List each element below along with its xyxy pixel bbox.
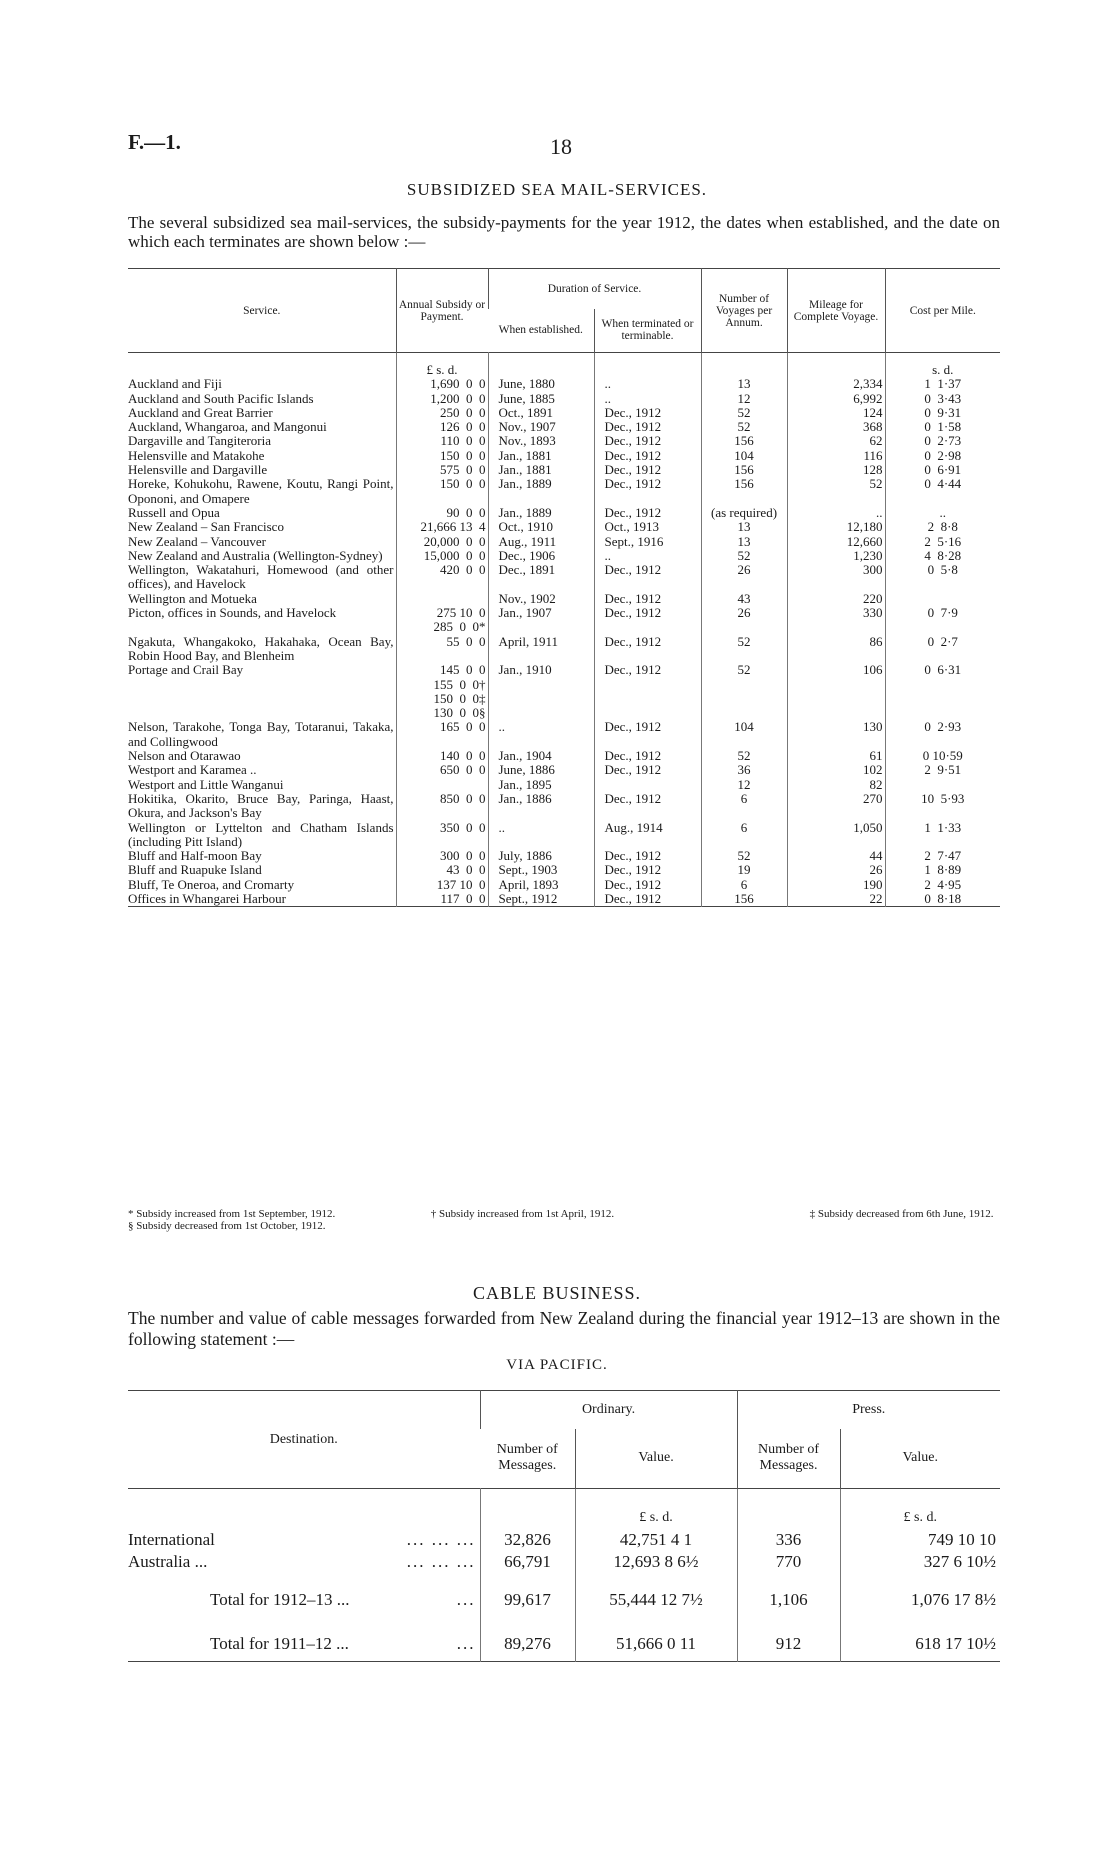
service-cell: Horeke, Kohukohu, Rawene, Koutu, Rangi Point, Opononi, and Omapere [128,476,394,506]
terminated-cell: Dec., 1912 [594,863,701,877]
established-cell: Jan., 1907 [488,606,594,635]
cable-section-title: CABLE BUSINESS. [472,1283,642,1303]
mail-service-row [128,563,1000,592]
subsidy-cell: 420 0 0 [396,563,488,592]
subsidy-cell: 850 0 0 [396,792,488,821]
mileage-cell: 330 [787,606,885,635]
service-cell: Ngakuta, Whangakoko, Hakahaka, Ocean Bay, Robin Hood Bay, and Blenheim [128,633,394,663]
mail-service-row [128,849,1000,863]
col-cost-header: Cost per Mile. [885,269,1000,353]
mail-service-row [128,635,1000,664]
terminated-cell: Dec., 1912 [594,749,701,763]
mail-footnotes [128,1208,1000,1232]
cable-destination-header: Destination. [269,1431,338,1447]
footnote-d: § Subsidy decreased from 1st October, 1912. [128,1220,326,1232]
mileage-cell: 12,180 [787,520,885,534]
subsidy-cell: 20,000 0 0 [396,535,488,549]
cost-cell: 2 7·47 [885,849,1000,863]
cable-units-row [128,1489,1000,1530]
voyages-cell: 36 12 [701,763,787,792]
service-cell: New Zealand and Australia (Wellington-Sydney) [128,547,383,563]
mileage-cell: 6,992 [787,392,885,406]
col-terminated-header: When terminated or terminable. [594,309,701,353]
mileage-cell: 124 [787,406,885,420]
voyages-cell: 104 [701,449,787,463]
subsidy-cell: 1,200 0 0 [396,392,488,406]
col-mileage-header: Mileage for Complete Voyage. [787,269,885,353]
cost-cell: 0 4·44 [885,477,1000,506]
cost-cell: 2 9·51 [885,763,1000,792]
subsidy-cell [396,592,488,606]
subsidy-cell: 55 0 0 [396,635,488,664]
cost-cell: 4 8·28 [885,549,1000,563]
cable-table-wrapper [128,1390,1000,1662]
voyages-cell: 156 [701,892,787,907]
mail-service-row [128,821,1000,850]
subsidy-cell: 165 0 0 [396,720,488,749]
established-cell: .. [488,821,594,850]
established-cell: Nov., 1893 [488,434,594,448]
mileage-cell: 44 [787,849,885,863]
terminated-cell: Dec., 1912 [594,449,701,463]
subsidy-cell: 137 10 0 [396,878,488,892]
terminated-cell: Oct., 1913 [594,520,701,534]
established-cell: Jan., 1910 [488,663,594,720]
cable-press-number: 770 [737,1551,840,1573]
voyages-cell: 12 [701,392,787,406]
mileage-cell: 52 [787,477,885,506]
cost-cell: 0 2·7 [885,635,1000,664]
terminated-cell: Dec., 1912 [594,463,701,477]
cost-cell: 0 10·59 [885,749,1000,763]
cost-cell: 0 9·31 [885,406,1000,420]
service-cell: Bluff and Ruapuke Island [128,862,262,878]
voyages-cell: 6 [701,878,787,892]
service-cell: Nelson, Tarakohe, Tonga Bay, Totaranui, Takaka, and Collingwood [128,719,394,749]
cable-press-value: 327 6 10½ [840,1551,1000,1573]
service-cell: Hokitika, Okarito, Bruce Bay, Paringa, Haast, Okura, and Jackson's Bay [128,790,394,821]
voyages-cell: 52 [701,849,787,863]
terminated-cell: Dec., 1912 [594,477,701,506]
terminated-cell: Dec., 1912 [594,592,701,606]
voyages-cell: 43 [701,592,787,606]
mileage-cell: 270 [787,792,885,821]
footnote-c: ‡ Subsidy decreased from 6th June, 1912. [809,1208,994,1220]
mail-services-table [128,268,1000,907]
service-cell: Bluff and Half-moon Bay [128,848,262,864]
voyages-cell: 26 [701,606,787,635]
mileage-cell: 26 [787,863,885,877]
cost-cell: 0 1·58 [885,420,1000,434]
cable-ordinary-number: 66,791 [480,1551,575,1573]
subsidy-cell: 250 0 0 [396,406,488,420]
mileage-cell: 106 [787,663,885,720]
cable-total-press-value: 618 17 10½ [840,1617,1000,1662]
mileage-cell: 300 [787,563,885,592]
service-cell: Wellington and Motueka [128,590,257,606]
terminated-cell: Dec., 1912 [594,606,701,635]
col-subsidy-header: Annual Subsidy or Payment. [396,269,488,353]
col-established-header: When established. [498,324,583,337]
subsidy-cell: 150 0 0 [396,449,488,463]
footnote-b: † Subsidy increased from 1st April, 1912. [430,1208,615,1220]
cable-row [128,1529,1000,1551]
mileage-cell: 61 [787,749,885,763]
cable-total-label: Total for 1911–12 ... ... [210,1634,476,1653]
subsidy-unit-label: £ s. d. [396,353,488,378]
mileage-cell: 1,050 [787,821,885,850]
voyages-cell: (as required) [701,506,787,520]
mileage-cell: 130 [787,720,885,749]
subsidy-cell: 43 0 0 [396,863,488,877]
mail-service-row [128,520,1000,534]
mail-service-row [128,463,1000,477]
cost-cell: 0 6·31 [885,663,1000,720]
col-voyages-header: Number of Voyages per Annum. [701,269,787,353]
subsidy-cell: 110 0 0 [396,434,488,448]
mileage-cell: 190 [787,878,885,892]
cost-cell: 0 2·98 [885,449,1000,463]
mail-section-title: SUBSIDIZED SEA MAIL-SERVICES. [406,180,708,199]
service-cell: Auckland and Fiji [128,376,222,392]
mileage-cell: 86 [787,635,885,664]
established-cell: April, 1893 [488,878,594,892]
mail-service-row [128,434,1000,448]
voyages-cell: 52 [701,663,787,720]
cable-total-label: Total for 1912–13 ... ... [210,1590,476,1609]
mileage-cell: 102 82 [787,763,885,792]
mail-service-row [128,506,1000,520]
mail-intro-paragraph: The several subsidized sea mail-services, the subsidy-payments for the year 1912, the dates when established, and the date on which each terminates are shown below :— [128,213,1000,251]
terminated-cell: Dec., 1912 [594,406,701,420]
cost-cell: 2 4·95 [885,878,1000,892]
mail-services-body [128,353,1000,907]
service-cell: Wellington, Wakatahuri, Homewood (and other offices), and Havelock [128,562,394,592]
mileage-cell: 62 [787,434,885,448]
cable-press-number: 336 [737,1529,840,1551]
established-cell: Oct., 1910 [488,520,594,534]
mileage-cell: 368 [787,420,885,434]
mail-service-row [128,606,1000,635]
terminated-cell: Aug., 1914 [594,821,701,850]
voyages-cell: 52 [701,749,787,763]
terminated-cell: Dec., 1912 [594,878,701,892]
cost-cell: 10 5·93 [885,792,1000,821]
mail-service-row [128,377,1000,391]
mail-service-row [128,449,1000,463]
terminated-cell: Dec., 1912 [594,420,701,434]
cost-cell: 2 5·16 [885,535,1000,549]
subsidy-cell: 145 0 0 155 0 0† 150 0 0‡ 130 0 0§ [396,663,488,720]
cable-total-ordinary-number: 99,617 [480,1573,575,1617]
service-cell: Portage and Crail Bay [128,662,244,678]
subsidy-cell: 150 0 0 [396,477,488,506]
cable-subheading: VIA PACIFIC. [506,1357,608,1373]
terminated-cell: Dec., 1912 [594,720,701,749]
voyages-cell: 6 [701,821,787,850]
established-cell: Dec., 1906 [488,549,594,563]
page-number: 18 [550,134,572,159]
voyages-cell: 52 [701,420,787,434]
mail-service-row [128,392,1000,406]
terminated-cell: Dec., 1912 [594,506,701,520]
cost-cell: 0 2·93 [885,720,1000,749]
established-cell: July, 1886 [488,849,594,863]
voyages-cell: 156 [701,434,787,448]
mileage-cell: 12,660 [787,535,885,549]
cost-cell: 0 6·91 [885,463,1000,477]
cable-ordinary-value-header: Value. [575,1429,737,1489]
cost-cell: .. [885,506,1000,520]
cable-total-ordinary-number: 89,276 [480,1617,575,1662]
col-service-header: Service. [243,304,281,317]
service-cell: Auckland and Great Barrier [128,404,273,420]
units-row [128,353,1000,378]
mail-service-row [128,663,1000,720]
voyages-cell: 13 [701,520,787,534]
cable-ordinary-value: 42,751 4 1 [575,1529,737,1551]
service-cell: Picton, offices in Sounds, and Havelock [128,605,337,621]
service-cell: Wellington or Lyttelton and Chatham Islands (including Pitt Island) [128,819,394,849]
cable-total-press-number: 912 [737,1617,840,1662]
terminated-cell: .. [594,377,701,391]
cable-body [128,1489,1000,1662]
service-cell: Helensville and Matakohe [128,447,265,463]
voyages-cell: 13 [701,377,787,391]
cable-press-number-header: Number of Messages. [737,1429,840,1489]
cable-row [128,1551,1000,1573]
footnote-a: * Subsidy increased from 1st September, 1912. [128,1208,336,1220]
cost-cell: 1 1·33 [885,821,1000,850]
terminated-cell: Dec., 1912 [594,849,701,863]
service-cell: New Zealand – Vancouver [128,533,267,549]
cost-cell: 1 1·37 [885,377,1000,391]
mileage-cell: .. [787,506,885,520]
cable-ordinary-value: 12,693 8 6½ [575,1551,737,1573]
cable-total-press-number: 1,106 [737,1573,840,1617]
established-cell: Jan., 1881 [488,449,594,463]
subsidy-cell: 575 0 0 [396,463,488,477]
terminated-cell: Dec., 1912 [594,663,701,720]
voyages-cell: 52 [701,635,787,664]
established-cell: .. [488,720,594,749]
subsidy-cell: 21,666 13 4 [396,520,488,534]
cable-ordinary-unit-label: £ s. d. [575,1489,737,1530]
mail-service-row [128,763,1000,792]
cost-cell: 0 3·43 [885,392,1000,406]
subsidy-cell: 1,690 0 0 [396,377,488,391]
mileage-cell: 22 [787,892,885,907]
mail-service-row [128,420,1000,434]
cable-total-press-value: 1,076 17 8½ [840,1573,1000,1617]
service-cell: Auckland and South Pacific Islands [128,390,314,406]
terminated-cell: .. [594,392,701,406]
mail-service-row [128,535,1000,549]
terminated-cell: Dec., 1912 [594,763,701,792]
cost-cell [885,592,1000,606]
service-cell: Auckland, Whangaroa, and Mangonui [128,419,327,435]
voyages-cell: 6 [701,792,787,821]
terminated-cell: .. [594,549,701,563]
cost-cell: 0 8·18 [885,892,1000,907]
established-cell: Jan., 1881 [488,463,594,477]
subsidy-cell: 300 0 0 [396,849,488,863]
cable-total-row [128,1617,1000,1662]
service-cell: Westport and Karamea .. Westport and Little Wanganui [128,762,284,792]
service-cell: Offices in Whangarei Harbour [128,890,286,906]
col-duration-header: Duration of Service. [488,269,701,309]
mail-service-row [128,749,1000,763]
voyages-cell: 19 [701,863,787,877]
mail-service-row [128,477,1000,506]
subsidy-cell: 15,000 0 0 [396,549,488,563]
established-cell: April, 1911 [488,635,594,664]
terminated-cell: Dec., 1912 [594,563,701,592]
voyages-cell: 26 [701,563,787,592]
established-cell: Nov., 1907 [488,420,594,434]
cable-intro-paragraph: The number and value of cable messages forwarded from New Zealand during the financial year 1912–13 are shown in the following statement :— [128,1308,1000,1349]
cost-unit-label: s. d. [885,353,1000,378]
mileage-cell: 128 [787,463,885,477]
established-cell: Oct., 1891 [488,406,594,420]
established-cell: Nov., 1902 [488,592,594,606]
service-cell: Dargaville and Tangiteroria [128,433,271,449]
terminated-cell: Dec., 1912 [594,892,701,907]
established-cell: Jan., 1886 [488,792,594,821]
established-cell: Jan., 1904 [488,749,594,763]
established-cell: Jan., 1889 [488,506,594,520]
subsidy-cell: 140 0 0 [396,749,488,763]
service-cell: Helensville and Dargaville [128,462,268,478]
mail-service-row [128,792,1000,821]
cable-press-value: 749 10 10 [840,1529,1000,1551]
subsidy-cell: 275 10 0 285 0 0* [396,606,488,635]
established-cell: June, 1885 [488,392,594,406]
cable-ordinary-number: 32,826 [480,1529,575,1551]
cable-ordinary-header: Ordinary. [480,1391,737,1429]
subsidy-cell: 650 0 0 [396,763,488,792]
cable-destination: International ... ... ... [128,1530,476,1549]
mileage-cell: 116 [787,449,885,463]
cable-total-ordinary-value: 55,444 12 7½ [575,1573,737,1617]
subsidy-cell: 126 0 0 [396,420,488,434]
mail-service-row [128,892,1000,907]
voyages-cell: 104 [701,720,787,749]
established-cell: June, 1886 Jan., 1895 [488,763,594,792]
subsidy-cell: 117 0 0 [396,892,488,907]
mileage-cell: 2,334 [787,377,885,391]
established-cell: June, 1880 [488,377,594,391]
established-cell: Jan., 1889 [488,477,594,506]
terminated-cell: Dec., 1912 [594,792,701,821]
voyages-cell: 156 [701,477,787,506]
mail-service-row [128,720,1000,749]
cable-ordinary-number-header: Number of Messages. [496,1442,558,1474]
voyages-cell: 156 [701,463,787,477]
mail-services-table-wrapper [128,268,1000,907]
cost-cell: 0 2·73 [885,434,1000,448]
cable-total-ordinary-value: 51,666 0 11 [575,1617,737,1662]
document-reference: F.—1. [128,130,181,154]
cable-table [128,1390,1000,1662]
cable-press-unit-label: £ s. d. [840,1489,1000,1530]
terminated-cell: Dec., 1912 [594,434,701,448]
cost-cell: 0 5·8 [885,563,1000,592]
subsidy-cell: 350 0 0 [396,821,488,850]
mail-service-row [128,863,1000,877]
terminated-cell: Dec., 1912 [594,635,701,664]
cost-cell: 2 8·8 [885,520,1000,534]
voyages-cell: 52 [701,406,787,420]
cable-destination: Australia ... ... ... ... [128,1552,476,1571]
mail-service-row [128,878,1000,892]
mileage-cell: 1,230 [787,549,885,563]
mileage-cell: 220 [787,592,885,606]
established-cell: Dec., 1891 [488,563,594,592]
service-cell: Bluff, Te Oneroa, and Cromarty [128,876,295,892]
mail-service-row [128,406,1000,420]
voyages-cell: 13 [701,535,787,549]
cable-press-value-header: Value. [840,1429,1000,1489]
service-cell: Nelson and Otarawao [128,748,241,764]
cost-cell: 1 8·89 [885,863,1000,877]
cable-total-row [128,1573,1000,1617]
service-cell: Russell and Opua [128,504,220,520]
established-cell: Sept., 1912 [488,892,594,907]
mail-service-row [128,592,1000,606]
established-cell: Sept., 1903 [488,863,594,877]
cable-press-header: Press. [737,1391,1000,1429]
voyages-cell: 52 [701,549,787,563]
cost-cell: 0 7·9 [885,606,1000,635]
established-cell: Aug., 1911 [488,535,594,549]
subsidy-cell: 90 0 0 [396,506,488,520]
terminated-cell: Sept., 1916 [594,535,701,549]
mail-service-row [128,549,1000,563]
service-cell: New Zealand – San Francisco [128,519,284,535]
